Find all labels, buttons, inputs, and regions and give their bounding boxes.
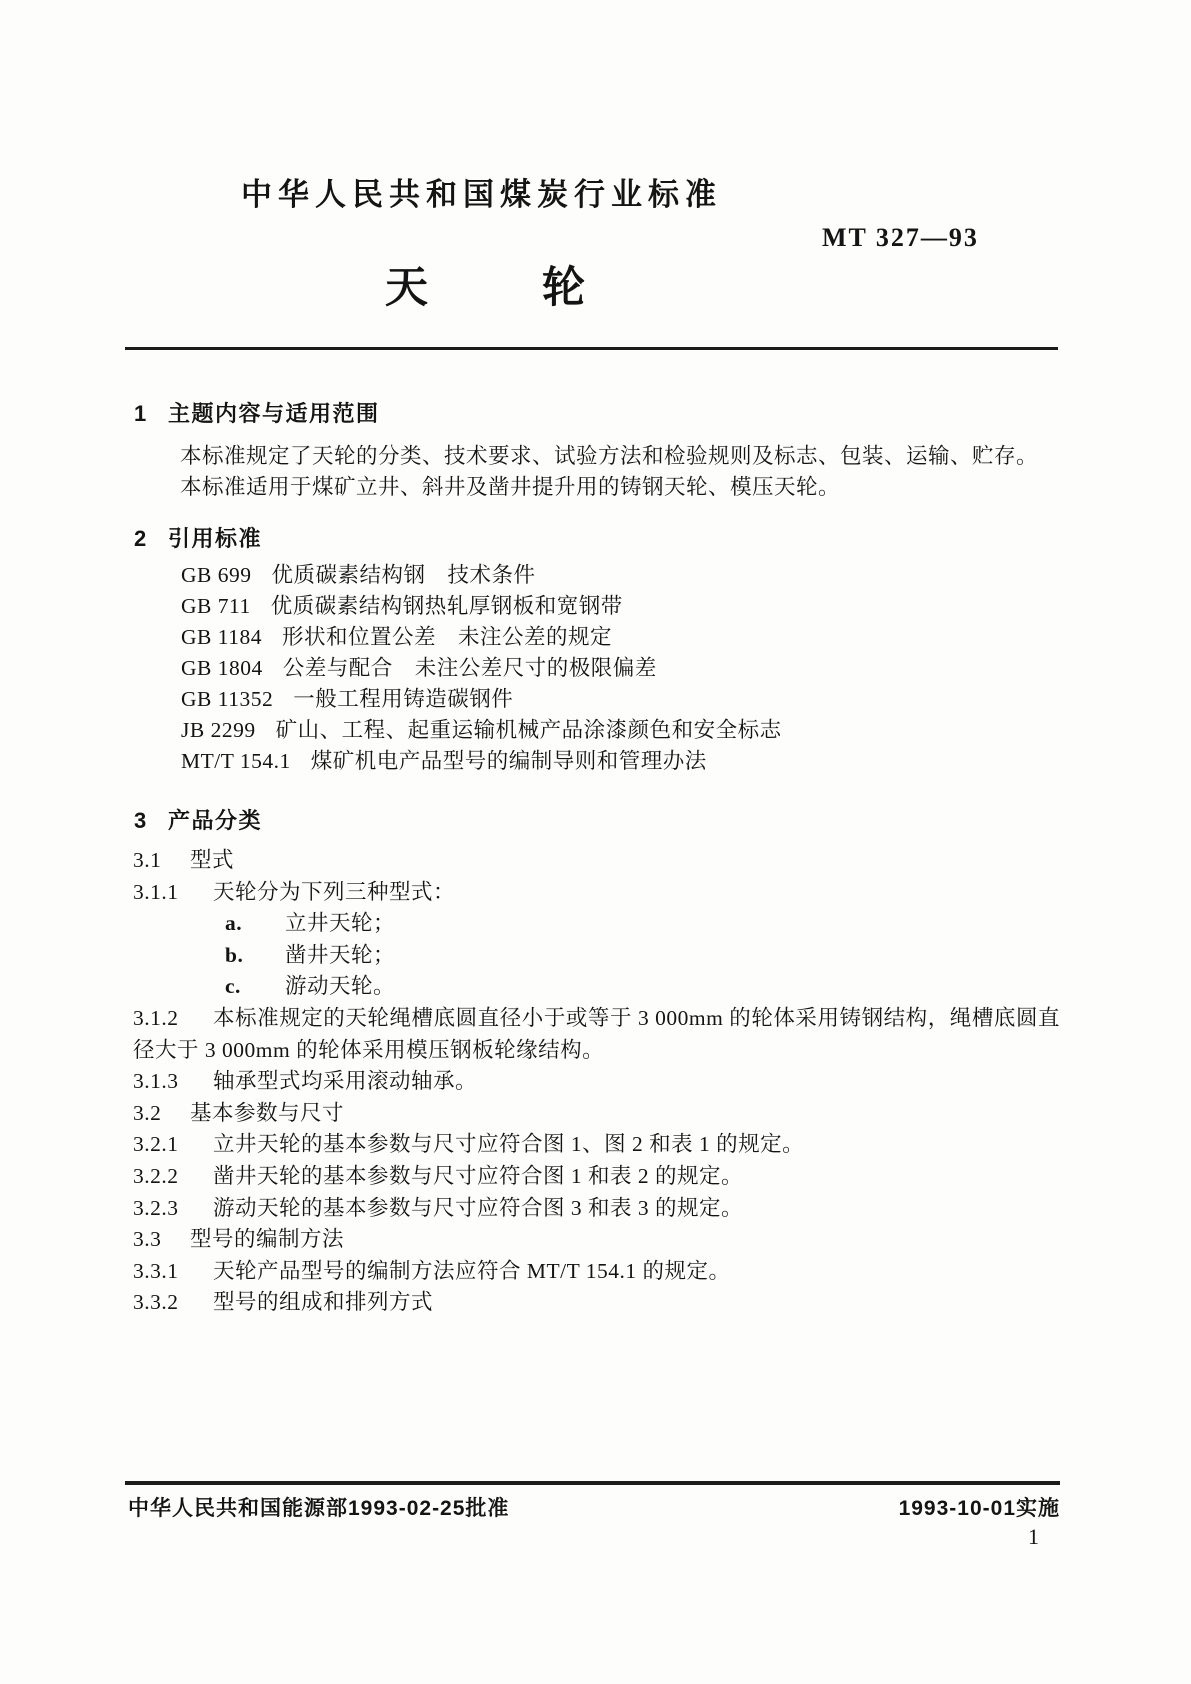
- clause: [125, 1066, 1060, 1098]
- section-1-number: 1: [134, 401, 148, 426]
- clause: [125, 1256, 1060, 1288]
- reference-code: MT/T 154.1: [181, 749, 291, 773]
- reference-code: GB 699: [181, 563, 252, 587]
- approval-text: 中华人民共和国能源部1993-02-25批准: [128, 1497, 510, 1520]
- clause-number: 3.1.2: [133, 1005, 179, 1030]
- clause-text: 游动天轮的基本参数与尺寸应符合图 3 和表 3 的规定。: [213, 1195, 744, 1220]
- document-title-char-left: 天: [385, 264, 428, 312]
- clause-number: 3.1.1: [133, 879, 179, 904]
- clause-text: 立井天轮；: [285, 911, 396, 936]
- clause-number: 3.3: [133, 1227, 162, 1252]
- clause-number: 3.2.1: [133, 1132, 179, 1157]
- clause-text: 型式: [190, 848, 235, 872]
- section-3-body: [125, 845, 1060, 1319]
- reference-title: 优质碳素结构钢热轧厚钢板和宽钢带: [270, 594, 623, 618]
- clause-number: 3.1: [133, 848, 162, 872]
- implementation-text: 1993-10-01实施: [898, 1497, 1060, 1520]
- section-3-title: 产品分类: [168, 808, 263, 833]
- section-1-title: 主题内容与适用范围: [168, 401, 380, 426]
- clause-text: 本标准规定的天轮绳槽底圆直径小于或等于 3 000mm 的轮体采用铸钢结构，绳槽底圆直径大于 3 000mm 的轮体采用模压钢板轮缘结构。: [133, 1005, 1060, 1062]
- reference-code: GB 1184: [181, 625, 262, 649]
- section-2-number: 2: [134, 526, 148, 551]
- reference-item: [181, 622, 1061, 653]
- clause-text: 轴承型式均采用滚动轴承。: [213, 1069, 478, 1094]
- reference-item: [181, 684, 1061, 715]
- clause-letter-label: c.: [225, 974, 241, 999]
- reference-code: GB 711: [181, 594, 251, 618]
- clause-text: 凿井天轮的基本参数与尺寸应符合图 1 和表 2 的规定。: [213, 1163, 744, 1188]
- reference-title: 煤矿机电产品型号的编制导则和管理办法: [310, 749, 707, 773]
- document-title: [385, 254, 585, 315]
- paragraph: 本标准规定了天轮的分类、技术要求、试验方法和检验规则及标志、包装、运输、贮存。: [180, 444, 1039, 468]
- reference-title: 一般工程用铸造碳钢件: [293, 687, 514, 711]
- footer-rule: [125, 1481, 1060, 1485]
- section-3-number: 3: [134, 808, 148, 833]
- clause-text: 游动天轮。: [285, 974, 396, 999]
- reference-title: 形状和位置公差 未注公差的规定: [281, 625, 612, 649]
- document-title-char-right: 轮: [542, 264, 585, 312]
- clause: [125, 1224, 1060, 1256]
- reference-item: [181, 560, 1061, 591]
- clause: [125, 1098, 1060, 1130]
- reference-code: GB 1804: [181, 656, 263, 680]
- clause-text: 凿井天轮；: [285, 942, 396, 967]
- clause-text: 天轮产品型号的编制方法应符合 MT/T 154.1 的规定。: [213, 1258, 731, 1283]
- clause-text: 型号的组成和排列方式: [213, 1290, 434, 1315]
- reference-item: [181, 653, 1061, 684]
- clause: [125, 1129, 1060, 1161]
- paragraph: 本标准适用于煤矿立井、斜井及凿井提升用的铸钢天轮、模压天轮。: [180, 475, 841, 499]
- standard-org-title: 中华人民共和国煤炭行业标准: [241, 177, 722, 212]
- clause-number: 3.3.1: [133, 1258, 179, 1283]
- clause: [125, 845, 1060, 877]
- reference-list: [181, 560, 1061, 777]
- standard-number: MT 327—93: [822, 223, 979, 252]
- clause-text: 基本参数与尺寸: [190, 1100, 345, 1125]
- clause: [125, 1193, 1060, 1225]
- reference-item: [181, 591, 1061, 622]
- section-1-heading: [134, 397, 380, 428]
- clause: [125, 1161, 1060, 1193]
- clause: [125, 1003, 1060, 1066]
- clause: [125, 877, 1060, 909]
- section-2-title: 引用标准: [168, 526, 263, 551]
- clause-number: 3.1.3: [133, 1069, 179, 1094]
- reference-title: 公差与配合 未注公差尺寸的极限偏差: [282, 656, 657, 680]
- clause-letter-label: a.: [225, 911, 243, 936]
- clause-number: 3.3.2: [133, 1290, 179, 1315]
- section-1-body: [180, 441, 1060, 503]
- clause-number: 3.2.2: [133, 1163, 179, 1188]
- section-2-heading: [134, 522, 262, 553]
- clause-text: 天轮分为下列三种型式：: [213, 879, 456, 904]
- clause-text: 立井天轮的基本参数与尺寸应符合图 1、图 2 和表 1 的规定。: [213, 1132, 805, 1157]
- reference-item: [181, 746, 1061, 777]
- reference-code: GB 11352: [181, 687, 274, 711]
- clause: [125, 1287, 1060, 1319]
- clause-list-item: [125, 971, 1060, 1003]
- header-rule: [125, 347, 1058, 350]
- clause-letter-label: b.: [225, 942, 244, 967]
- clause-number: 3.2: [133, 1100, 162, 1125]
- page-number: 1: [1028, 1524, 1039, 1549]
- clause-text: 型号的编制方法: [190, 1227, 345, 1252]
- reference-code: JB 2299: [181, 718, 256, 742]
- reference-title: 矿山、工程、起重运输机械产品涂漆颜色和安全标志: [275, 718, 782, 742]
- clause-list-item: [125, 940, 1060, 972]
- reference-title: 优质碳素结构钢 技术条件: [271, 563, 536, 587]
- clause-number: 3.2.3: [133, 1195, 179, 1220]
- section-3-heading: [134, 804, 262, 835]
- clause-list-item: [125, 908, 1060, 940]
- reference-item: [181, 715, 1061, 746]
